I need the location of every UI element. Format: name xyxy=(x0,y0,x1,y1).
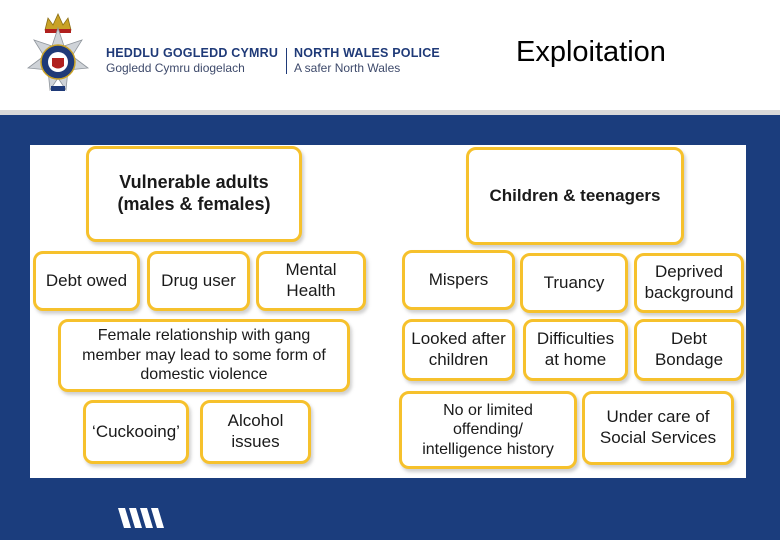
brand-separator xyxy=(286,48,287,74)
children-item-box: Difficulties at home xyxy=(523,319,628,381)
adults-item-box: Debt owed xyxy=(33,251,140,311)
adults-item-box: Mental Health xyxy=(256,251,366,311)
children-item-box: Debt Bondage xyxy=(634,319,744,381)
children-item-box: Under care of Social Services xyxy=(582,391,734,465)
slide-header xyxy=(0,0,780,112)
welsh-motto: Gogledd Cymru diogelach xyxy=(106,61,245,75)
children-heading-box: Children & teenagers xyxy=(466,147,684,245)
children-item-box: Mispers xyxy=(402,250,515,310)
children-item-box: No or limited offending/ intelligence history xyxy=(399,391,577,469)
english-force-name: NORTH WALES POLICE xyxy=(294,46,440,60)
diagram-area xyxy=(30,145,746,478)
welsh-force-name: HEDDLU GOGLEDD CYMRU xyxy=(106,46,279,60)
children-item-box: Looked after children xyxy=(402,319,515,381)
police-badge-logo xyxy=(18,10,98,102)
adults-item-box: Female relationship with gang member may lead to some form of domestic violence xyxy=(58,319,350,392)
adults-heading-box: Vulnerable adults (males & females) xyxy=(86,146,302,242)
adults-item-box: Alcohol issues xyxy=(200,400,311,464)
children-item-box: Truancy xyxy=(520,253,628,313)
english-motto: A safer North Wales xyxy=(294,61,401,75)
children-item-box: Deprived background xyxy=(634,253,744,313)
adults-item-box: Drug user xyxy=(147,251,250,311)
adults-item-box: ‘Cuckooing’ xyxy=(83,400,189,464)
slide-title: Exploitation xyxy=(516,36,666,68)
footer-stripes-decoration xyxy=(118,508,166,528)
